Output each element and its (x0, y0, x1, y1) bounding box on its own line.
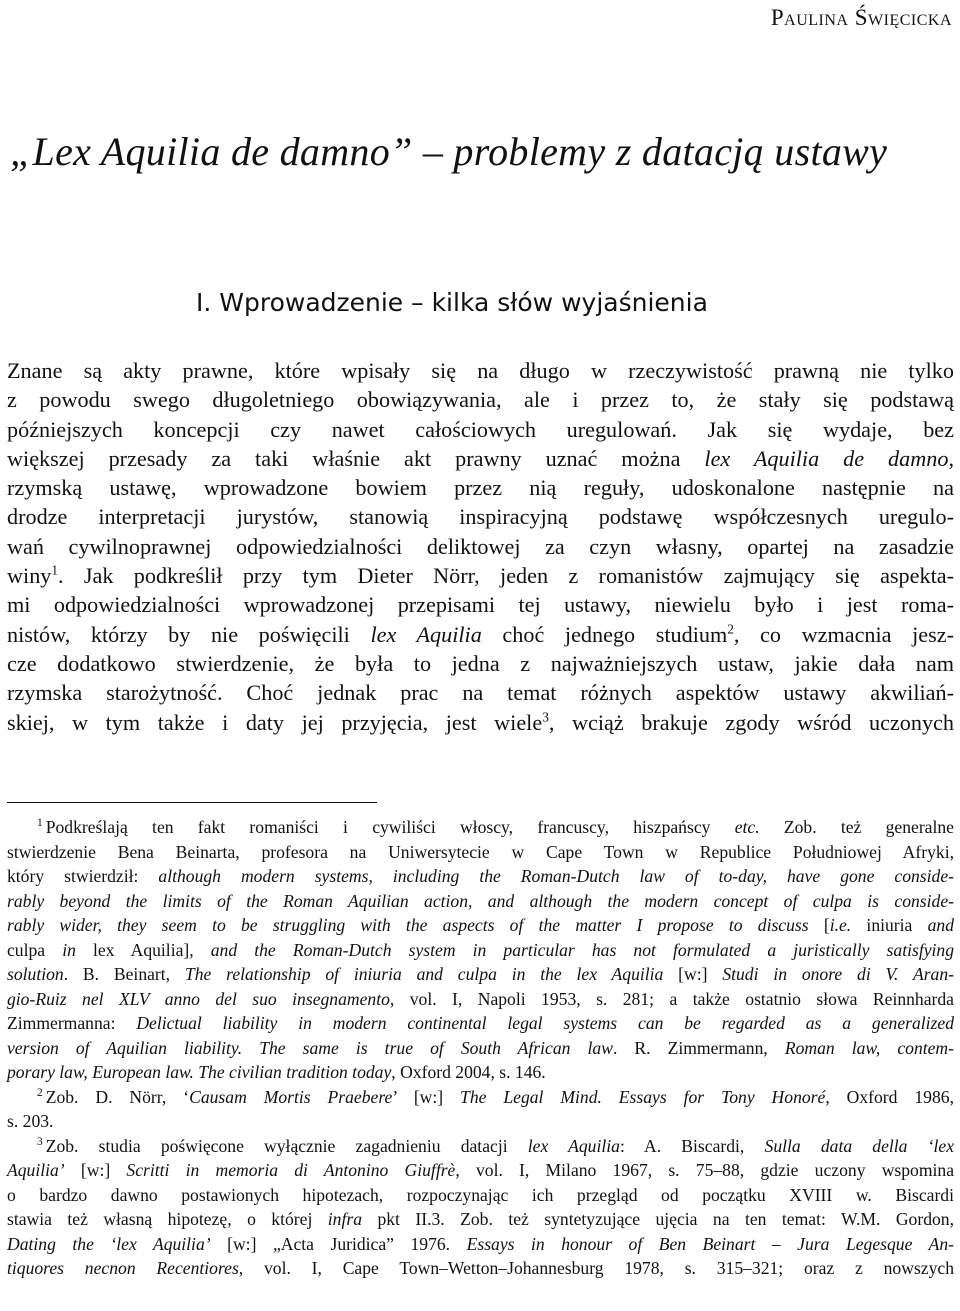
footnote-ref-1[interactable]: 1 (51, 562, 59, 578)
body-line: rzymska starożytność. Choć jednak prac na temat różnych aspektów ustawy akwiliań- (7, 680, 954, 706)
footnote-separator (7, 802, 377, 803)
footnotes (7, 815, 954, 1281)
body-line: winy$^1$. Jak podkreślił przy tym Dieter Nörr, jeden z romanistów zajmujący się aspekta- (7, 562, 954, 589)
footnote-line: porary law, European law. The civilian tradition today, Oxford 2004, s. 146. (7, 1062, 546, 1082)
footnote-line: version of Aquilian liability. The same is true of South African law. R. Zimmermann, Roman law, contem- (7, 1037, 955, 1058)
footnote-line: stawia też własną hipotezę, o której infra pkt II.3. Zob. też syntetyzujące ujęcia na ten temat: W.M. Gordon, (7, 1209, 954, 1229)
footnote-line: s. 203. (7, 1111, 54, 1131)
footnote-number: 1 (37, 817, 43, 830)
body-line: większej przesady za taki właśnie akt prawny uznać można lex Aquilia de damno, (7, 445, 954, 471)
running-head-author: Paulina Święcicka (770, 5, 952, 30)
footnote-line: solution. B. Beinart, The relationship of iniuria and culpa in the lex Aquilia [w:] Studi in onore di V. Aran- (7, 964, 954, 984)
body-line: Znane są akty prawne, które wpisały się na długo w rzeczywistość prawną nie tylko (7, 358, 954, 383)
footnote-ref-3[interactable]: 3 (542, 709, 549, 725)
article-title: „Lex Aquilia de damno” – problemy z datacją ustawy (10, 129, 888, 174)
section-heading: I. Wprowadzenie – kilka słów wyjaśnienia (196, 288, 708, 317)
footnote-line: Zimmermanna: Delictual liability in modern continental legal systems can be regarded as a generalized (7, 1013, 954, 1033)
body-line: cze dodatkowo stwierdzenie, że była to jedna z najważniejszych ustaw, jakie dała nam (7, 650, 954, 676)
footnote-line: Aquilia’ [w:] Scritti in memoria di Antonino Giuffrè, vol. I, Milano 1967, s. 75–88, gdzie uczony wspomina (7, 1160, 955, 1180)
footnote-line: o bardzo dawno postawionych hipotezach, rozpoczynając ich przegląd od początku XVIII w. Biscardi (7, 1184, 954, 1205)
footnote-1: $^1$ Podkreślają ten fakt romaniści i cywiliści włoscy, francuscy, hiszpańscy etc. Zob. też generalne (37, 817, 954, 837)
footnote-line: rably beyond the limits of the Roman Aquilian action, and although the modern concept of culpa is conside- (7, 890, 954, 911)
footnote-ref-2[interactable]: 2 (727, 621, 734, 637)
body-line: mi odpowiedzialności wprowadzonej przepisami tej ustawy, niewielu było i jest roma- (7, 592, 954, 618)
footnote-number: 2 (37, 1086, 43, 1099)
footnote-line: stwierdzenie Bena Beinarta, profesora na Uniwersytecie w Cape Town w Republice Południowej Afryki, (7, 841, 954, 862)
body-line: nistów, którzy by nie poświęcili lex Aquilia choć jednego studium$^2$, co wzmacnia jesz- (7, 621, 954, 647)
footnote-line: Dating the ‘lex Aquilia’ [w:] „Acta Juridica” 1976. Essays in honour of Ben Beinart – Jura Legesque An- (7, 1233, 954, 1254)
body-line: rzymską ustawę, wprowadzone bowiem przez nią reguły, udoskonalone następnie na (7, 475, 954, 501)
footnote-number: 3 (37, 1135, 43, 1148)
footnote-3: $^3$ Zob. studia poświęcone wyłącznie zagadnieniu datacji lex Aquilia: A. Biscardi, Sulla data della ‘lex (37, 1135, 955, 1156)
body-line: późniejszych koncepcji czy nawet całościowych uregulowań. Jak się wydaje, bez (7, 416, 954, 442)
footnote-line: który stwierdził: although modern systems, including the Roman-Dutch law of to-day, have gone conside- (7, 866, 954, 886)
body-line: wań cywilnoprawnej odpowiedzialności deliktowej za czyn własny, opartej na zasadzie (7, 533, 954, 559)
body-paragraph (7, 356, 954, 737)
footnote-line: gio-Ruiz nel XLV anno del suo insegnamento, vol. I, Napoli 1953, s. 281; a także ostatnio słowa Reinnharda (7, 988, 954, 1009)
footnote-line: tiquores necnon Recentiores, vol. I, Cape Town–Wetton–Johannesburg 1978, s. 315–321; oraz z nowszych (7, 1258, 954, 1278)
footnote-2: $^2$ Zob. D. Nörr, ‘Causam Mortis Praebere’ [w:] The Legal Mind. Essays for Tony Honoré, Oxford 1986, (37, 1086, 954, 1107)
body-line: skiej, w tym także i daty jej przyjęcia, jest wiele$^3$, wciąż brakuje zgody wśród uczonych (7, 709, 954, 735)
footnote-line: culpa in lex Aquilia], and the Roman-Dutch system in particular has not formulated a juristically satisfying (7, 939, 954, 960)
footnote-line: rably wider, they seem to be struggling with the aspects of the matter I propose to discuss [i.e. iniuria and (7, 915, 954, 935)
body-line: z powodu swego długoletniego obowiązywania, ale i przez to, że stały się podstawą (7, 387, 954, 413)
body-line: drodze interpretacji jurystów, stanowią inspiracyjną podstawę współczesnych uregulo- (7, 504, 954, 530)
